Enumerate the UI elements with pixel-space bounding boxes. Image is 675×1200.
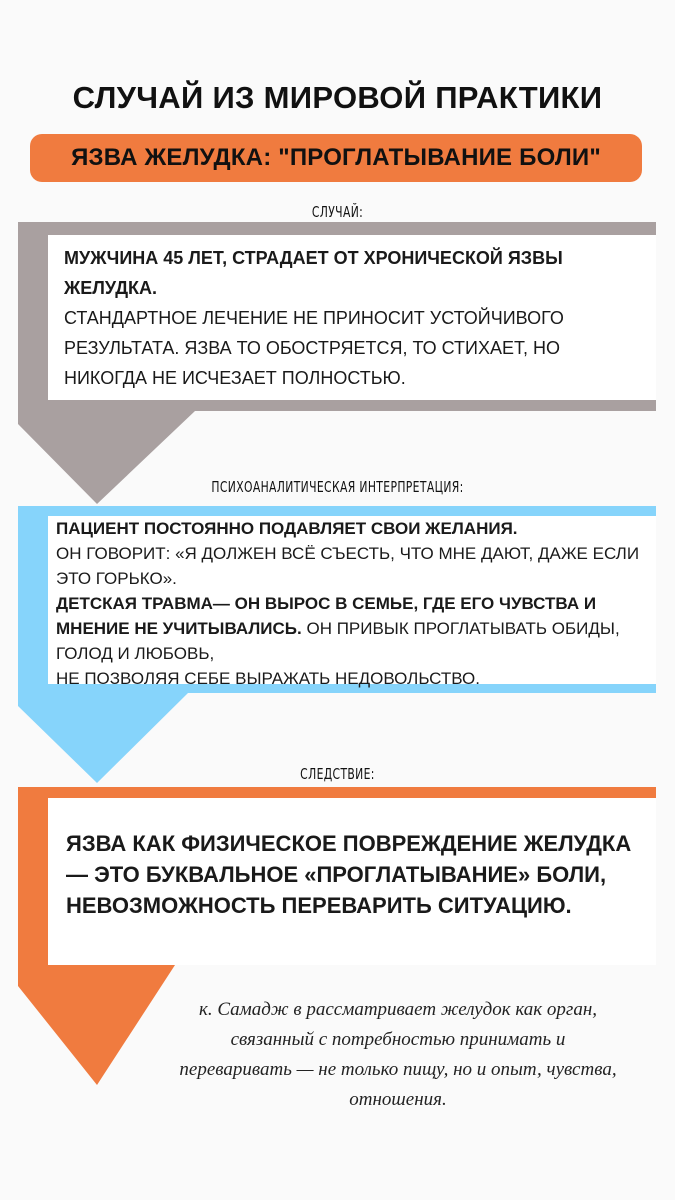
subtitle-text: ЯЗВА ЖЕЛУДКА: "ПРОГЛАТЫВАНИЕ БОЛИ" [71,144,601,171]
section-consequence-card [48,798,656,965]
interpretation-text-1: ОН ГОВОРИТ: «Я ДОЛЖЕН ВСЁ СЪЕСТЬ, ЧТО МНЕ ДАЮТ, ДАЖЕ ЕСЛИ ЭТО ГОРЬКО». [56,544,640,588]
section-label-interpretation: ПСИХОАНАЛИТИЧЕСКАЯ ИНТЕРПРЕТАЦИЯ: [211,478,464,496]
interpretation-bold-2: ДЕТСКАЯ ТРАВМА— ОН ВЫРОС В СЕМЬЕ, ГДЕ ЕГО ЧУВСТВА И МНЕНИЕ НЕ УЧИТЫВАЛИСЬ. [56,594,597,638]
case-bold-text: МУЖЧИНА 45 ЛЕТ, СТРАДАЕТ ОТ ХРОНИЧЕСКОЙ ЯЗВЫ ЖЕЛУДКА. [64,248,563,298]
interpretation-text-2: ОН ПРИВЫК ПРОГЛАТЫВАТЬ ОБИДЫ, ГОЛОД И ЛЮБОВЬ, [56,619,620,663]
interpretation-bold-1: ПАЦИЕНТ ПОСТОЯННО ПОДАВЛЯЕТ СВОИ ЖЕЛАНИЯ. [56,519,518,538]
section-label-consequence: СЛЕДСТВИЕ: [300,765,375,783]
case-text: СТАНДАРТНОЕ ЛЕЧЕНИЕ НЕ ПРИНОСИТ УСТОЙЧИВОГО РЕЗУЛЬТАТА. ЯЗВА ТО ОБОСТРЯЕТСЯ, ТО СТИХАЕТ, НО НИКОГДА НЕ ИСЧЕЗАЕТ ПОЛНОСТЬЮ. [64,308,564,388]
page-title: СЛУЧАЙ ИЗ МИРОВОЙ ПРАКТИКИ [72,80,603,115]
footnote: к. Самадж в рассматривает желудок как орган, связанный с потребностью принимать и переваривать — не только пищу, но и опыт, чувства, отношения. [179,999,617,1110]
consequence-text: ЯЗВА КАК ФИЗИЧЕСКОЕ ПОВРЕЖДЕНИЕ ЖЕЛУДКА — ЭТО БУКВАЛЬНОЕ «ПРОГЛАТЫВАНИЕ» БОЛИ, НЕВОЗМОЖНОСТЬ ПЕРЕВАРИТЬ СИТУАЦИЮ. [66,831,632,918]
section-label-case: СЛУЧАЙ: [311,203,364,221]
interpretation-text-3: НЕ ПОЗВОЛЯЯ СЕБЕ ВЫРАЖАТЬ НЕДОВОЛЬСТВО. [56,669,480,688]
